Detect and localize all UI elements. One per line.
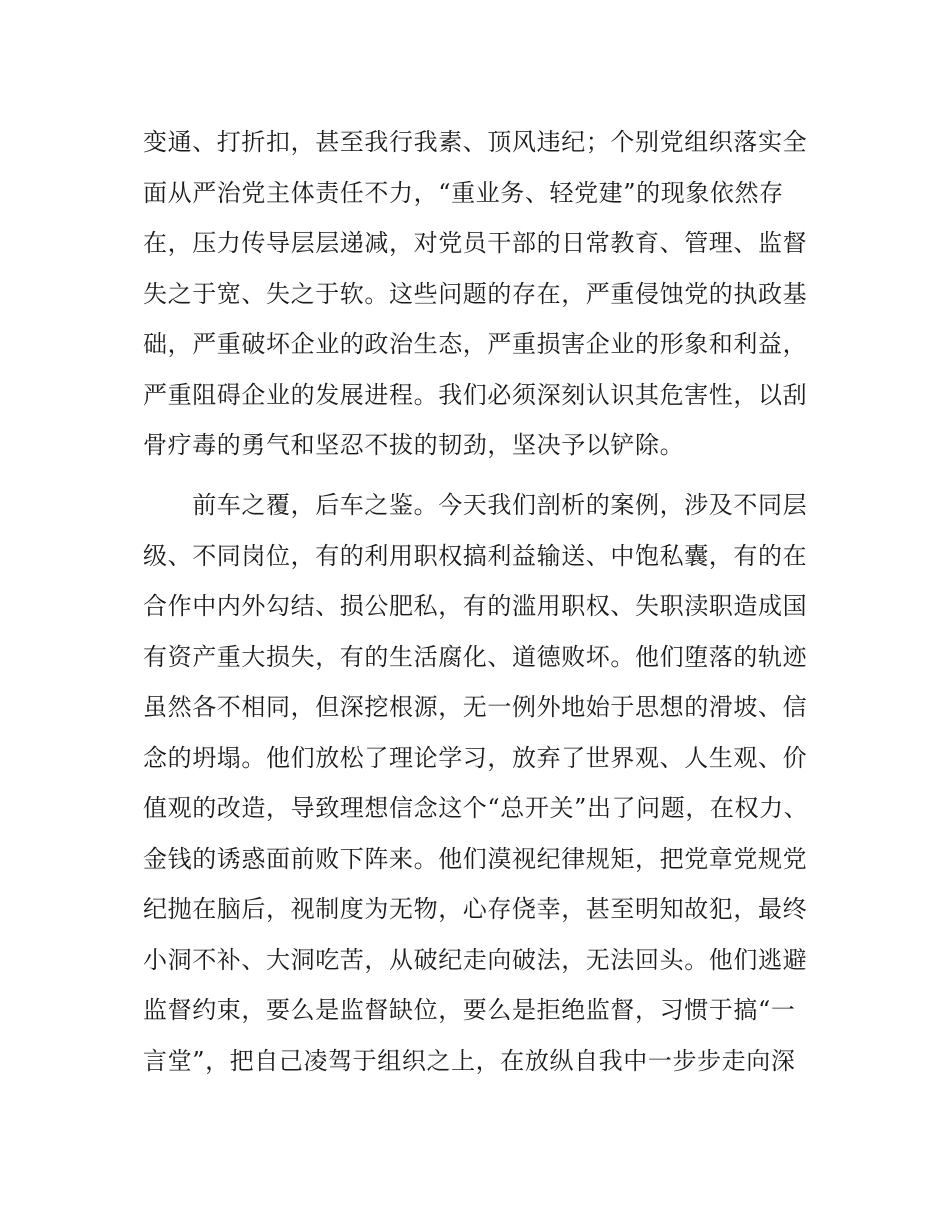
- text-line: 在，压力传导层层递减，对党员干部的日常教育、管理、监督: [143, 229, 808, 257]
- text-line: 小洞不补、大洞吃苦，从破纪走向破法，无法回头。他们逃避: [143, 945, 808, 974]
- text-line: 面从严治党主体责任不力，“重业务、轻党建”的现象依然存: [143, 178, 784, 207]
- text-line: 有资产重大损失，有的生活腐化、道德败坏。他们堕落的轨迹: [143, 642, 808, 671]
- text-line: 变通、打折扣，甚至我行我素、顶风违纪；个别党组织落实全: [143, 128, 808, 156]
- text-line: 金钱的诱惑面前败下阵来。他们漠视纪律规矩，把党章党规党: [143, 844, 808, 873]
- text-line: 言堂”，把自己凌驾于组织之上，在放纵自我中一步步走向深: [143, 1046, 796, 1075]
- paragraph-2: [143, 480, 823, 1086]
- text-line: 监督约束，要么是监督缺位，要么是拒绝监督，习惯于搞“一: [143, 996, 796, 1024]
- text-line: 值观的改造，导致理想信念这个“总开关”出了问题，在权力、: [143, 794, 809, 822]
- text-line: 合作中内外勾结、损公肥私，有的滥用职权、失职渎职造成国: [143, 592, 808, 620]
- text-line: 失之于宽、失之于软。这些问题的存在，严重侵蚀党的执政基: [143, 279, 808, 308]
- text-line: 虽然各不相同，但深挖根源，无一例外地始于思想的滑坡、信: [143, 693, 808, 721]
- text-line: 前车之覆，后车之鉴。今天我们剖析的案例，涉及不同层: [143, 491, 808, 519]
- text-line: 念的坍塌。他们放松了理论学习，放弃了世界观、人生观、价: [143, 743, 808, 772]
- text-line: 严重阻碍企业的发展进程。我们必须深刻认识其危害性，以刮: [143, 380, 808, 409]
- text-line: 骨疗毒的勇气和坚忍不拔的韧劲，坚决予以铲除。: [143, 431, 685, 459]
- text-line: 级、不同岗位，有的利用职权搞利益输送、中饱私囊，有的在: [143, 541, 808, 570]
- paragraph-1: [143, 117, 823, 471]
- text-line: 纪抛在脑后，视制度为无物，心存侥幸，甚至明知故犯，最终: [143, 895, 808, 923]
- text-line: 础，严重破坏企业的政治生态，严重损害企业的形象和利益，: [143, 330, 808, 358]
